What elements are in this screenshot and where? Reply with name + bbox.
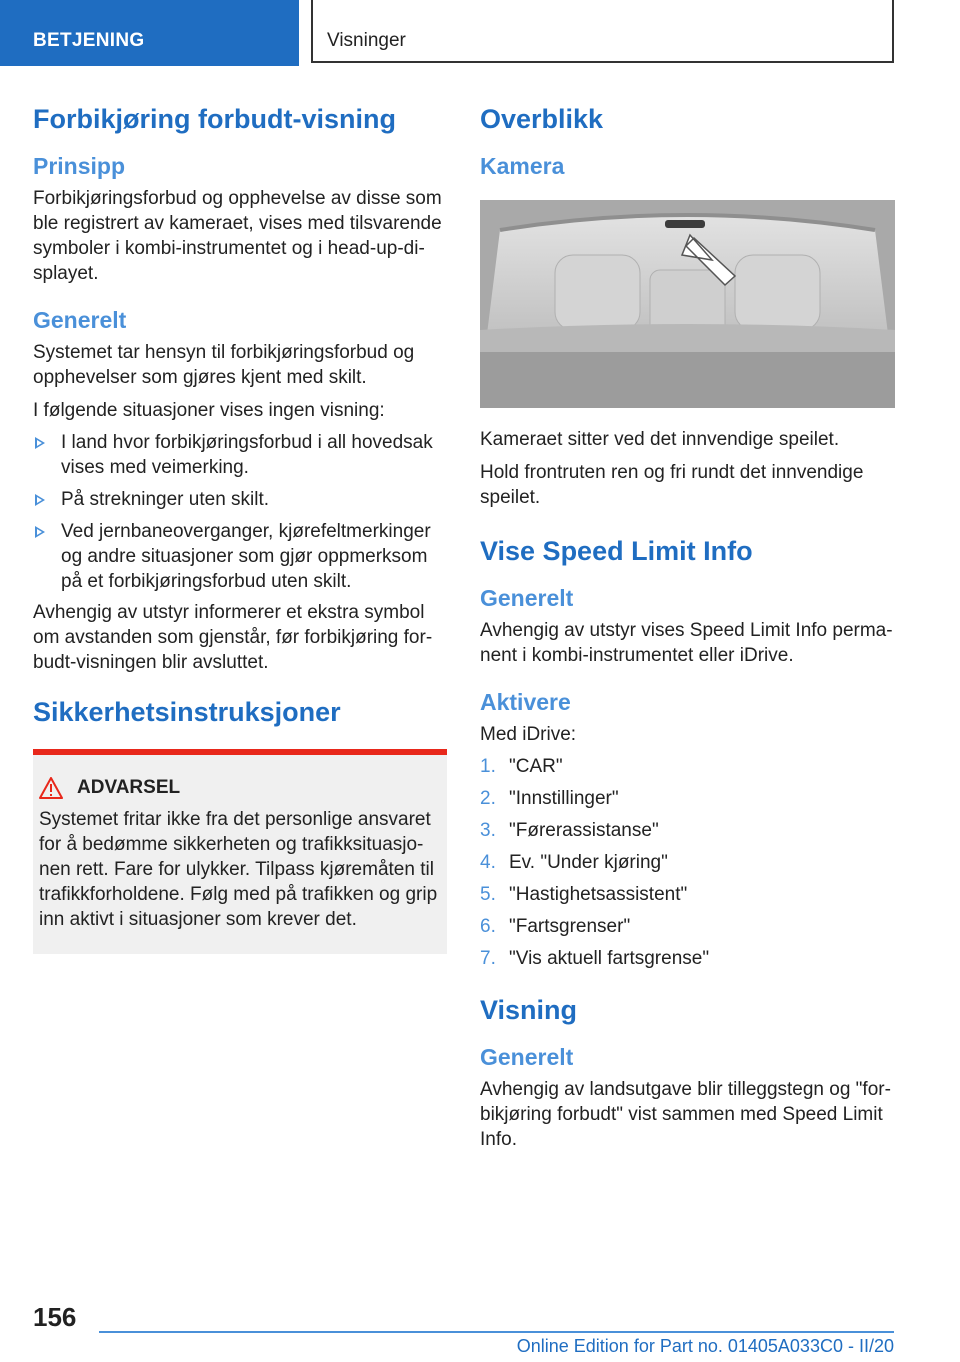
edition-note: Online Edition for Part no. 01405A033C0 - II/20 — [516, 1336, 894, 1356]
steps-list — [480, 754, 898, 971]
step-text: "CAR" — [509, 756, 563, 777]
warning-text: Systemet fritar ikke fra det personlige ansvaret for å bedømme sikkerheten og trafikksituasjo-nen rett. Fare for ulykker. Tilpass kjøremåten til trafikkforholdene. Følg med på trafikken og grip inn aktivt i situasjoner som krever det. — [39, 809, 438, 930]
list-item — [480, 946, 898, 971]
footer-divider — [99, 1331, 894, 1333]
left-column — [33, 100, 445, 954]
section-label: BETJENING — [33, 30, 145, 51]
step-text: "Førerassistanse" — [509, 820, 659, 841]
visning-text: Avhengig av landsutgave blir tilleggstegn og "for-bikjøring forbudt" vist sammen med Speed Limit Info. — [480, 1079, 891, 1150]
step-number: 2. — [480, 788, 496, 809]
step-text: "Fartsgrenser" — [509, 916, 631, 937]
heading-generelt-visning: Generelt — [480, 1044, 574, 1070]
list-item — [480, 882, 898, 907]
step-text: "Innstillinger" — [509, 788, 619, 809]
warning-box — [33, 749, 447, 954]
heading-prinsipp: Prinsipp — [33, 153, 126, 179]
step-number: 3. — [480, 820, 496, 841]
list-item — [480, 754, 898, 779]
list-item-text: I land hvor forbikjøringsforbud i all hovedsak vises med veimerking. — [61, 432, 433, 478]
section-tab — [0, 0, 299, 66]
list-item — [480, 914, 898, 939]
heading-kamera: Kamera — [480, 153, 565, 179]
warning-triangle-icon — [39, 777, 63, 799]
kamera-text-1: Kameraet sitter ved det innvendige speilet. — [480, 429, 840, 450]
section-title-visning: Visning — [480, 995, 578, 1025]
kamera-text-2: Hold frontruten ren og fri rundt det innvendige speilet. — [480, 462, 864, 508]
list-item-text: Ved jernbaneoverganger, kjørefeltmerkinger og andre situasjoner som gjør oppmerksom på et forbikjøringsforbud uten skilt. — [61, 521, 431, 592]
step-text: "Hastighetsassistent" — [509, 884, 688, 905]
list-item — [33, 519, 445, 594]
list-item — [480, 850, 898, 875]
step-number: 4. — [480, 852, 496, 873]
section-title-forbikjoring: Forbikjøring forbudt-visning — [33, 104, 396, 134]
section-title-speed-limit: Vise Speed Limit Info — [480, 536, 753, 566]
heading-generelt-speed: Generelt — [480, 585, 574, 611]
step-number: 6. — [480, 916, 496, 937]
aktivere-text: Med iDrive: — [480, 724, 577, 745]
page-number: 156 — [33, 1302, 77, 1332]
list-item-text: På strekninger uten skilt. — [61, 489, 270, 510]
heading-aktivere: Aktivere — [480, 689, 571, 715]
chapter-label: Visninger — [327, 30, 406, 51]
warning-label: ADVARSEL — [77, 777, 181, 798]
step-number: 1. — [480, 756, 496, 777]
step-text: Ev. "Under kjøring" — [509, 852, 668, 873]
generelt-text-3: Avhengig av utstyr informerer et ekstra symbol om avstanden som gjenstår, før forbikjøring for-budt-visningen blir avsluttet. — [33, 602, 433, 673]
section-title-sikkerhet: Sikkerhetsinstruksjoner — [33, 697, 341, 727]
prinsipp-text: Forbikjøringsforbud og opphevelse av disse som ble registrert av kameraet, vises med tilsvarende symboler i kombi-instrumentet og i head-up-di-splayet. — [33, 188, 442, 284]
list-item — [480, 786, 898, 811]
list-item — [33, 430, 445, 480]
warning-header — [39, 777, 441, 799]
heading-generelt: Generelt — [33, 307, 127, 333]
triangle-bullet-icon — [35, 526, 45, 538]
section-title-overblikk: Overblikk — [480, 104, 604, 134]
chapter-header — [311, 0, 894, 63]
step-number: 5. — [480, 884, 496, 905]
step-text: "Vis aktuell fartsgrense" — [509, 948, 710, 969]
generelt-text-2: I følgende situasjoner vises ingen visning: — [33, 400, 385, 421]
step-number: 7. — [480, 948, 496, 969]
generelt-text-1: Systemet tar hensyn til forbikjøringsforbud og opphevelser som gjøres kjent med skilt. — [33, 342, 415, 388]
bullet-list — [33, 430, 445, 594]
right-column — [480, 100, 898, 1152]
speed-generelt-text: Avhengig av utstyr vises Speed Limit Info perma-nent i kombi-instrumentet eller iDrive. — [480, 620, 893, 666]
triangle-bullet-icon — [35, 494, 45, 506]
list-item — [480, 818, 898, 843]
camera-location-photo — [480, 200, 895, 408]
triangle-bullet-icon — [35, 437, 45, 449]
list-item — [33, 487, 445, 512]
